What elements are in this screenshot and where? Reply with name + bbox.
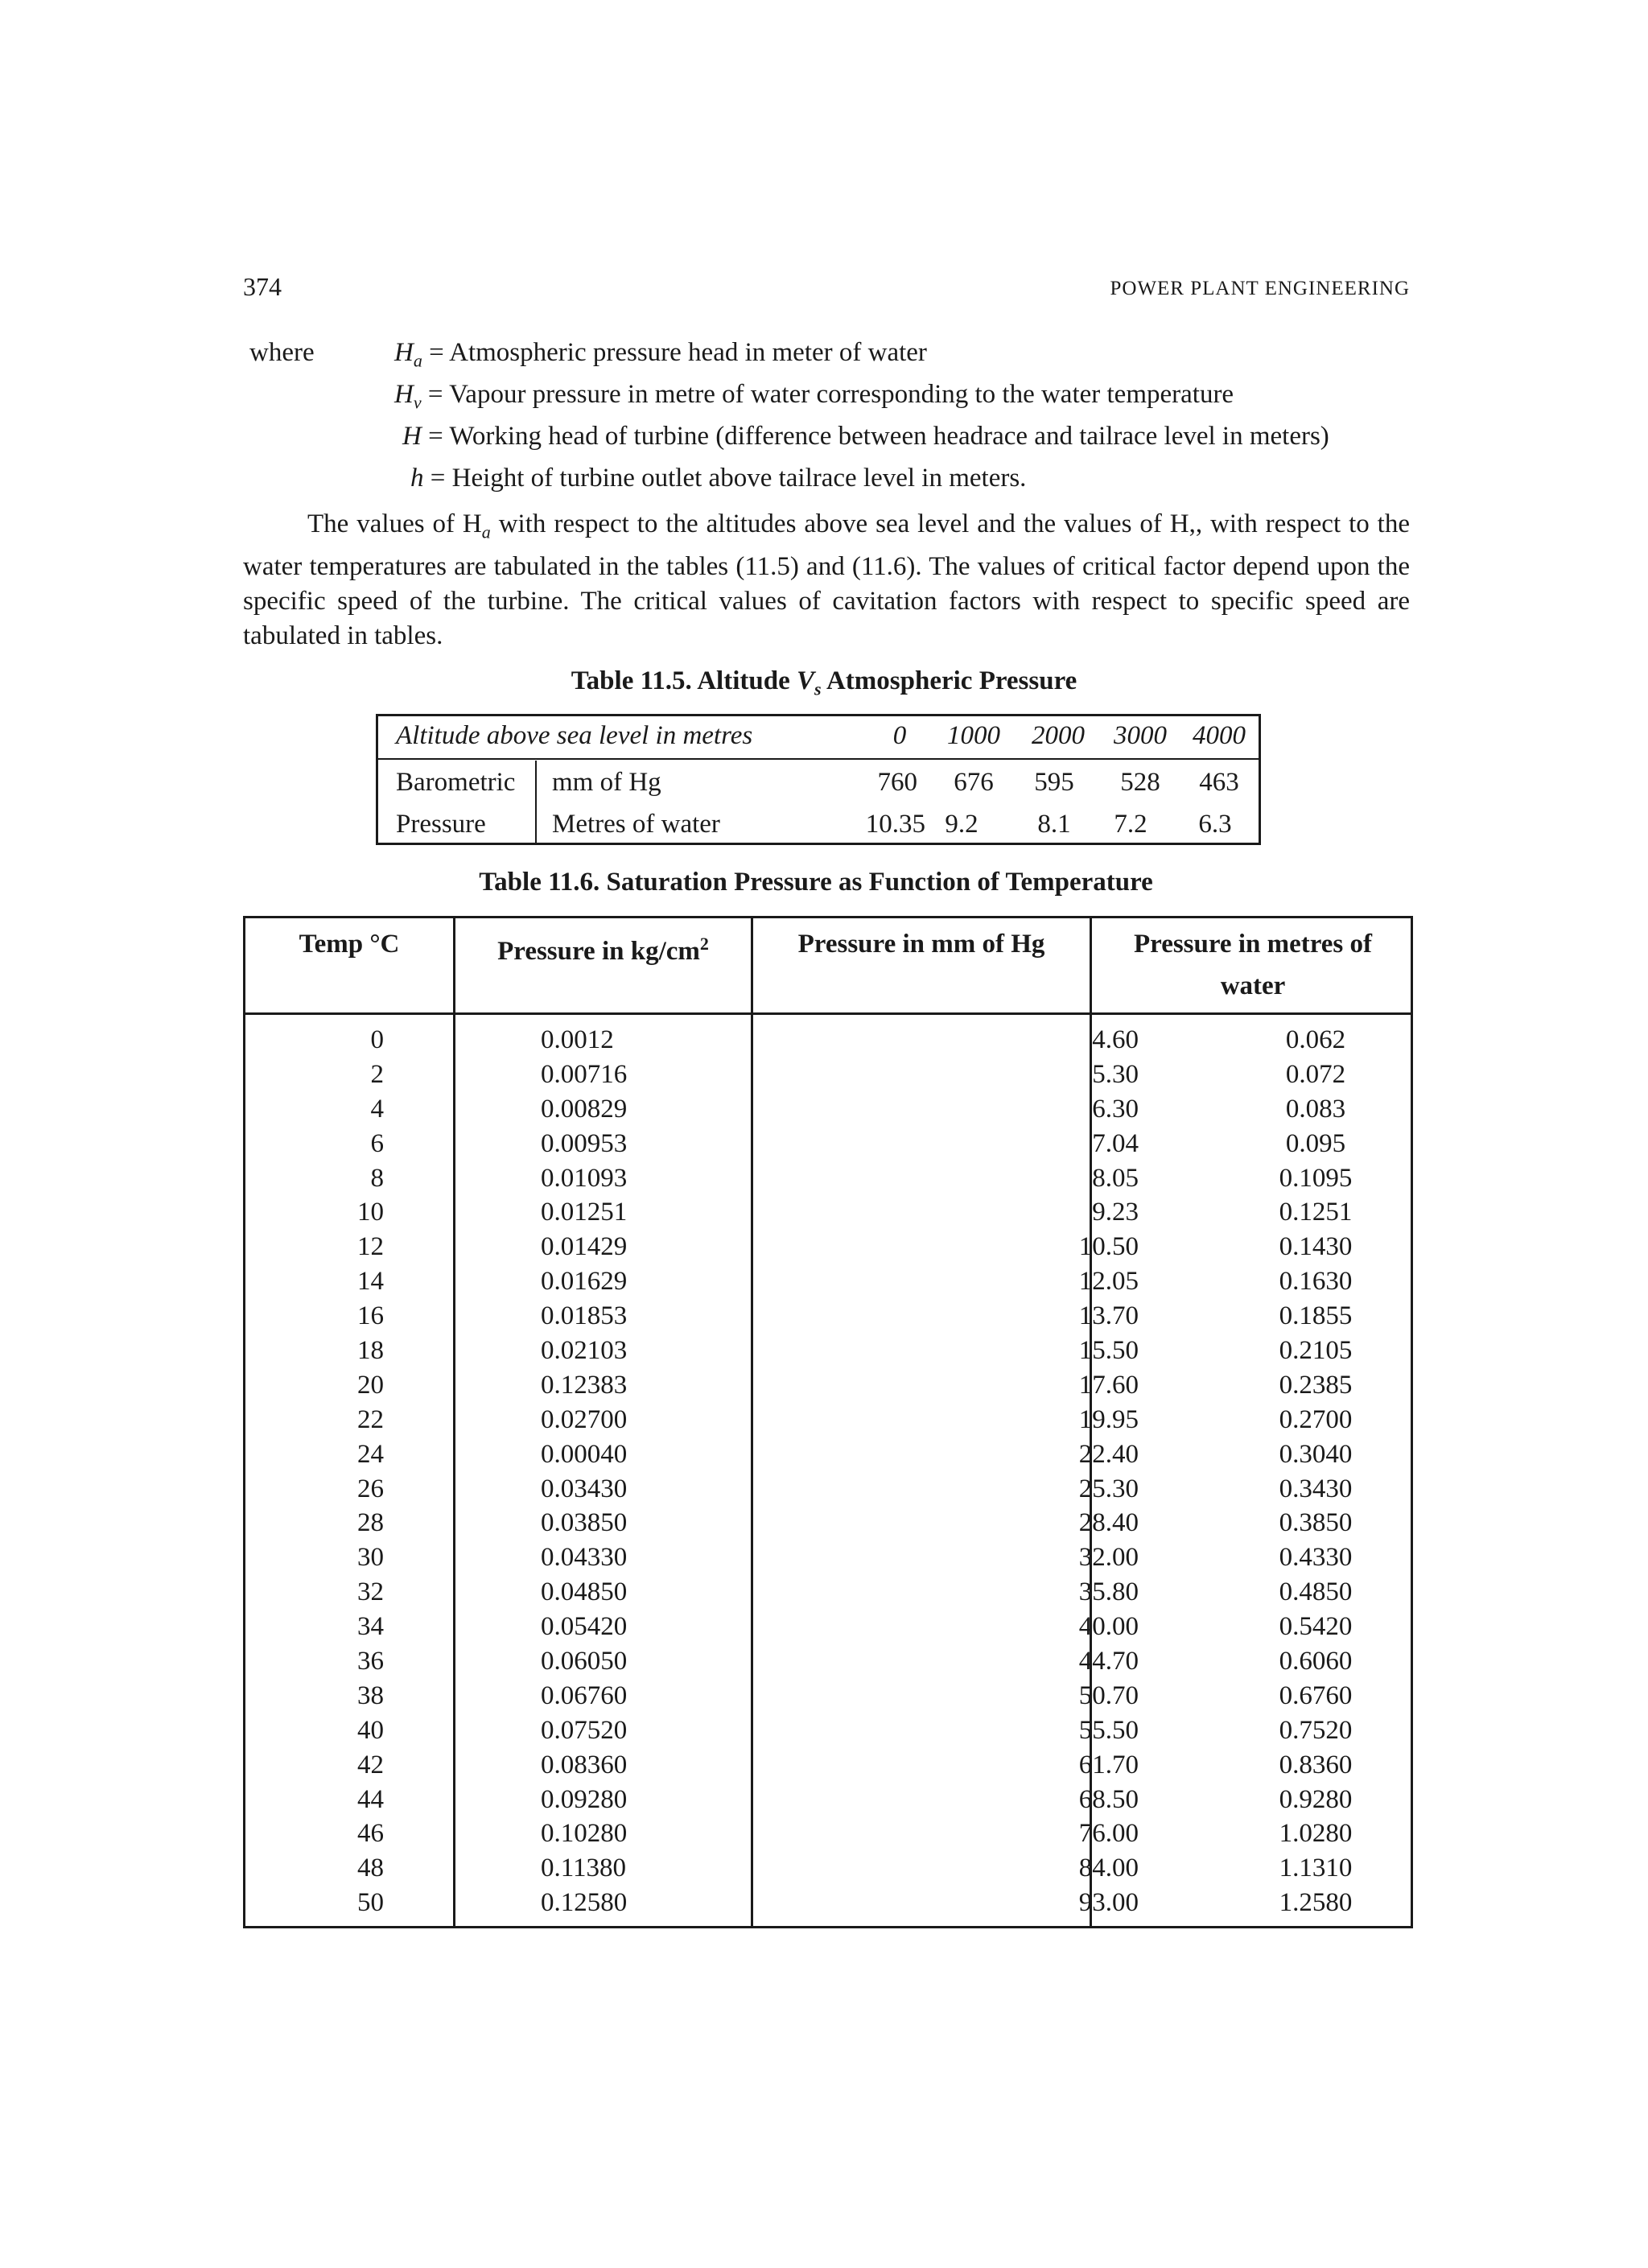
table-cell: 32.00 bbox=[1078, 1543, 1139, 1573]
header-text: Pressure in metres of bbox=[1133, 930, 1373, 959]
table-cell: 10.50 bbox=[1078, 1232, 1139, 1262]
table-cell: 26 bbox=[357, 1474, 384, 1503]
table-divider bbox=[535, 761, 537, 843]
header-temp: Temp °C bbox=[299, 930, 400, 959]
table-cell: 46 bbox=[357, 1819, 384, 1849]
table-cell: 10.35 bbox=[865, 810, 925, 839]
table-cell: 0.7520 bbox=[1279, 1715, 1353, 1745]
definition-subscript: v bbox=[413, 392, 422, 413]
definition-subscript: a bbox=[413, 350, 422, 371]
definition-h-height bbox=[410, 464, 1026, 493]
header-pressure-kg bbox=[455, 923, 751, 972]
table-cell: 18 bbox=[357, 1336, 384, 1366]
definition-symbol: h bbox=[410, 464, 424, 493]
table-cell: 4 bbox=[370, 1094, 384, 1124]
table-cell: 0.1855 bbox=[1279, 1301, 1353, 1331]
definition-symbol: H bbox=[402, 422, 422, 451]
table-divider bbox=[378, 758, 1259, 760]
table-cell: 42 bbox=[357, 1750, 384, 1779]
page-number: 374 bbox=[243, 272, 282, 301]
table-cell: 40 bbox=[357, 1715, 384, 1745]
table-cell: 13.70 bbox=[1078, 1301, 1139, 1331]
table-cell: 0.4330 bbox=[1279, 1543, 1353, 1573]
table-cell: 8 bbox=[370, 1163, 384, 1193]
table-cell: 6 bbox=[370, 1128, 384, 1158]
table-cell: 1.1310 bbox=[1279, 1854, 1353, 1883]
table-cell: 0.02700 bbox=[541, 1404, 628, 1434]
column-pressure-metres bbox=[1227, 1023, 1404, 1920]
table-cell: 44 bbox=[357, 1784, 384, 1814]
table-cell: 0.00953 bbox=[541, 1128, 628, 1158]
table-cell: 0.03430 bbox=[541, 1474, 628, 1503]
table-cell: 0.072 bbox=[1285, 1059, 1346, 1089]
table-cell: 9.23 bbox=[1092, 1198, 1139, 1227]
table-cell: 10 bbox=[357, 1198, 384, 1227]
altitude-value: 0 bbox=[892, 721, 907, 750]
table-cell: 0.6760 bbox=[1279, 1680, 1353, 1710]
table-cell: 0.2385 bbox=[1279, 1370, 1353, 1400]
table-cell: 0.1251 bbox=[1279, 1198, 1353, 1227]
table-cell: 0.1430 bbox=[1279, 1232, 1353, 1262]
table-cell: 0.5420 bbox=[1279, 1612, 1353, 1642]
table-cell: 68.50 bbox=[1078, 1784, 1139, 1814]
header-pressure-metres bbox=[1092, 923, 1414, 1007]
table-cell: 0.03850 bbox=[541, 1508, 628, 1538]
table-11-5 bbox=[376, 714, 1261, 845]
caption-v: V bbox=[796, 666, 814, 695]
definition-text: = Height of turbine outlet above tailrace level in meters. bbox=[423, 464, 1027, 493]
definition-text: = Atmospheric pressure head in meter of water bbox=[422, 338, 927, 367]
table-divider bbox=[453, 918, 455, 1926]
table-cell: 0.05420 bbox=[541, 1612, 628, 1642]
header-superscript: 2 bbox=[699, 934, 709, 954]
body-paragraph bbox=[243, 507, 1410, 654]
table-cell: 0.01853 bbox=[541, 1301, 628, 1331]
table-cell: 2 bbox=[370, 1059, 384, 1089]
table-cell: 5.30 bbox=[1092, 1059, 1139, 1089]
table-11-6-caption: Table 11.6. Saturation Pressure as Function of Temperature bbox=[479, 868, 1153, 897]
table-cell: 0.00716 bbox=[541, 1059, 628, 1089]
table-cell: 32 bbox=[357, 1577, 384, 1607]
table-cell: 25.30 bbox=[1078, 1474, 1139, 1503]
table-cell: 0 bbox=[370, 1025, 384, 1054]
table-cell: 0.09280 bbox=[541, 1784, 628, 1814]
table-cell: 0.6060 bbox=[1279, 1647, 1353, 1676]
table-cell: 595 bbox=[1034, 768, 1074, 797]
table-cell: 16 bbox=[357, 1301, 384, 1331]
table-cell: 0.9280 bbox=[1279, 1784, 1353, 1814]
caption-subscript: s bbox=[814, 678, 822, 699]
table-cell: 22.40 bbox=[1078, 1439, 1139, 1469]
table-cell: 17.60 bbox=[1078, 1370, 1139, 1400]
paragraph-subscript: a bbox=[481, 522, 491, 542]
table-cell: 760 bbox=[877, 768, 917, 797]
table-cell: 19.95 bbox=[1078, 1404, 1139, 1434]
table-cell: 15.50 bbox=[1078, 1336, 1139, 1366]
altitude-value: 4000 bbox=[1193, 721, 1246, 750]
table-cell: 7.2 bbox=[1114, 810, 1147, 839]
table-cell: 0.062 bbox=[1285, 1025, 1346, 1054]
table-cell: 0.06760 bbox=[541, 1680, 628, 1710]
table-cell: 12 bbox=[357, 1232, 384, 1262]
table-cell: 0.4850 bbox=[1279, 1577, 1353, 1607]
table-cell: 8.05 bbox=[1092, 1163, 1139, 1193]
table-cell: 1.2580 bbox=[1279, 1888, 1353, 1918]
table-cell: 0.3850 bbox=[1279, 1508, 1353, 1538]
table-cell: 84.00 bbox=[1078, 1854, 1139, 1883]
table-cell: 8.1 bbox=[1037, 810, 1071, 839]
running-title: POWER PLANT ENGINEERING bbox=[1110, 278, 1410, 299]
table-cell: 0.3430 bbox=[1279, 1474, 1353, 1503]
table-cell: 44.70 bbox=[1078, 1647, 1139, 1676]
table-cell: 0.01629 bbox=[541, 1267, 628, 1297]
definition-text: = Vapour pressure in metre of water corresponding to the water temperature bbox=[421, 380, 1234, 409]
where-label: where bbox=[249, 338, 315, 367]
definition-h-working bbox=[402, 422, 1329, 452]
caption-text: Table 11.5. Altitude bbox=[571, 666, 797, 695]
row-label-metres-water: Metres of water bbox=[552, 810, 720, 839]
table-cell: 38 bbox=[357, 1680, 384, 1710]
barometric-label: Barometric bbox=[396, 768, 516, 797]
column-pressure-mm bbox=[994, 1023, 1139, 1920]
caption-text: Atmospheric Pressure bbox=[821, 666, 1077, 695]
table-cell: 36 bbox=[357, 1647, 384, 1676]
table-divider bbox=[751, 918, 753, 1926]
table-cell: 34 bbox=[357, 1612, 384, 1642]
altitude-value: 3000 bbox=[1114, 721, 1167, 750]
table-cell: 0.01251 bbox=[541, 1198, 628, 1227]
header-text: Pressure in kg/cm bbox=[497, 937, 700, 966]
table-cell: 20 bbox=[357, 1370, 384, 1400]
definition-symbol: H bbox=[394, 338, 414, 367]
table-cell: 528 bbox=[1120, 768, 1160, 797]
table-cell: 6.30 bbox=[1092, 1094, 1139, 1124]
row-label-mm-hg: mm of Hg bbox=[552, 768, 661, 797]
table-cell: 0.083 bbox=[1285, 1094, 1346, 1124]
table-cell: 50 bbox=[357, 1888, 384, 1918]
table-cell: 12.05 bbox=[1078, 1267, 1139, 1297]
table-cell: 0.2105 bbox=[1279, 1336, 1353, 1366]
table-cell: 0.07520 bbox=[541, 1715, 628, 1745]
table-cell: 1.0280 bbox=[1279, 1819, 1353, 1849]
table-cell: 0.8360 bbox=[1279, 1750, 1353, 1779]
table-cell: 0.3040 bbox=[1279, 1439, 1353, 1469]
definition-ha bbox=[394, 338, 927, 372]
altitude-value: 1000 bbox=[947, 721, 1000, 750]
table-cell: 0.2700 bbox=[1279, 1404, 1353, 1434]
table-cell: 0.10280 bbox=[541, 1819, 628, 1849]
table-cell: 7.04 bbox=[1092, 1128, 1139, 1158]
table-cell: 6.3 bbox=[1198, 810, 1232, 839]
table-divider bbox=[245, 1012, 1411, 1015]
table-cell: 0.08360 bbox=[541, 1750, 628, 1779]
table-cell: 14 bbox=[357, 1267, 384, 1297]
table-cell: 40.00 bbox=[1078, 1612, 1139, 1642]
table-cell: 28.40 bbox=[1078, 1508, 1139, 1538]
table-11-6 bbox=[243, 916, 1413, 1928]
table-cell: 9.2 bbox=[945, 810, 978, 839]
table-cell: 0.06050 bbox=[541, 1647, 628, 1676]
table-cell: 676 bbox=[954, 768, 994, 797]
column-pressure-kg bbox=[541, 1023, 702, 1920]
paragraph-text-2: with respect to the altitudes above sea level and the values of H,, with respect to the water temperatures are tabulated in the tables (11.5) and (11.6). The values of critical factor depend upon the specific speed of the turbine. The critical values of cavitation factors with respect to specific speed are tabulated in tables. bbox=[243, 509, 1410, 650]
table-cell: 0.04330 bbox=[541, 1543, 628, 1573]
table-cell: 50.70 bbox=[1078, 1680, 1139, 1710]
table-cell: 35.80 bbox=[1078, 1577, 1139, 1607]
paragraph-text-1: The values of H bbox=[307, 509, 482, 538]
table-cell: 76.00 bbox=[1078, 1819, 1139, 1849]
definition-hv bbox=[394, 380, 1234, 414]
table-cell: 93.00 bbox=[1078, 1888, 1139, 1918]
table-cell: 0.12383 bbox=[541, 1370, 628, 1400]
altitude-value: 2000 bbox=[1032, 721, 1085, 750]
table-cell: 0.02103 bbox=[541, 1336, 628, 1366]
table-cell: 0.11380 bbox=[541, 1854, 627, 1883]
pressure-label: Pressure bbox=[396, 810, 486, 839]
table-cell: 0.01429 bbox=[541, 1232, 628, 1262]
table-cell: 0.1630 bbox=[1279, 1267, 1353, 1297]
table-cell: 463 bbox=[1199, 768, 1239, 797]
table-cell: 0.01093 bbox=[541, 1163, 628, 1193]
table-cell: 0.1095 bbox=[1279, 1163, 1353, 1193]
table-cell: 0.00829 bbox=[541, 1094, 628, 1124]
table-cell: 0.12580 bbox=[541, 1888, 628, 1918]
table-cell: 61.70 bbox=[1078, 1750, 1139, 1779]
table-cell: 0.095 bbox=[1285, 1128, 1346, 1158]
definition-text: = Working head of turbine (difference between headrace and tailrace level in meters) bbox=[421, 422, 1329, 451]
table-cell: 30 bbox=[357, 1543, 384, 1573]
definition-symbol: H bbox=[394, 380, 414, 409]
table-cell: 0.04850 bbox=[541, 1577, 628, 1607]
table-cell: 4.60 bbox=[1092, 1025, 1139, 1054]
table-cell: 0.0012 bbox=[541, 1025, 614, 1054]
column-temp bbox=[245, 1023, 384, 1920]
table-cell: 24 bbox=[357, 1439, 384, 1469]
altitude-header-label: Altitude above sea level in metres bbox=[396, 721, 753, 750]
header-text: water bbox=[1220, 971, 1286, 1000]
header-pressure-mm: Pressure in mm of Hg bbox=[797, 930, 1045, 959]
table-cell: 55.50 bbox=[1078, 1715, 1139, 1745]
table-cell: 28 bbox=[357, 1508, 384, 1538]
table-11-5-caption bbox=[0, 666, 1648, 700]
table-cell: 0.00040 bbox=[541, 1439, 628, 1469]
table-cell: 22 bbox=[357, 1404, 384, 1434]
table-cell: 48 bbox=[357, 1854, 384, 1883]
